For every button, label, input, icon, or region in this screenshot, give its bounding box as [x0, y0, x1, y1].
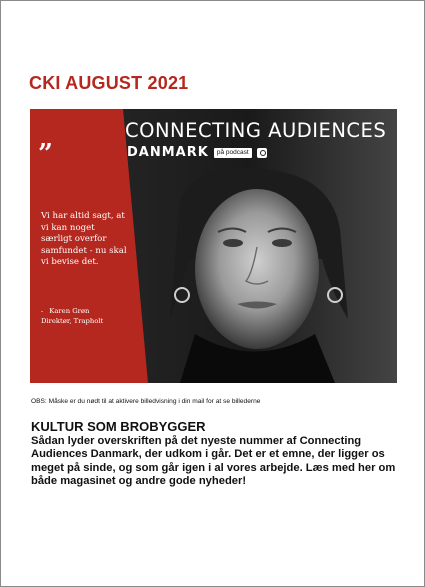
- newsletter-headline: CKI AUGUST 2021: [29, 73, 189, 93]
- article-title: KULTUR SOM BROBYGGER: [31, 419, 206, 434]
- author-role: Direktør, Trapholt: [41, 317, 104, 325]
- hero-quote: Vi har altid sagt, at vi kan noget særligt overfor samfundet - nu skal vi bevise det.: [41, 211, 127, 267]
- brand-country: DANMARK: [127, 145, 209, 160]
- article-body: Sådan lyder overskriften på det nyeste nummer af Connecting Audiences Danmark, der udkom i går. Det er et emne, der ligger os meget på sinde, og som går igen i al vores arbejde. Læs med her om både magasinet og andre gode nyheder!: [31, 435, 396, 487]
- podcast-icon: [257, 148, 267, 158]
- quote-author: [41, 306, 131, 326]
- brand-subline: [127, 145, 267, 160]
- author-dash: -: [41, 307, 44, 315]
- author-name: Karen Grøn: [49, 307, 90, 315]
- quote-icon: ”: [38, 139, 51, 169]
- hero-banner[interactable]: [30, 109, 397, 383]
- image-display-note: OBS: Måske er du nødt til at aktivere billedvisning i din mail for at se billederne: [31, 398, 261, 405]
- brand-title: CONNECTING AUDIENCES: [125, 119, 387, 142]
- podcast-badge: på podcast: [214, 148, 252, 158]
